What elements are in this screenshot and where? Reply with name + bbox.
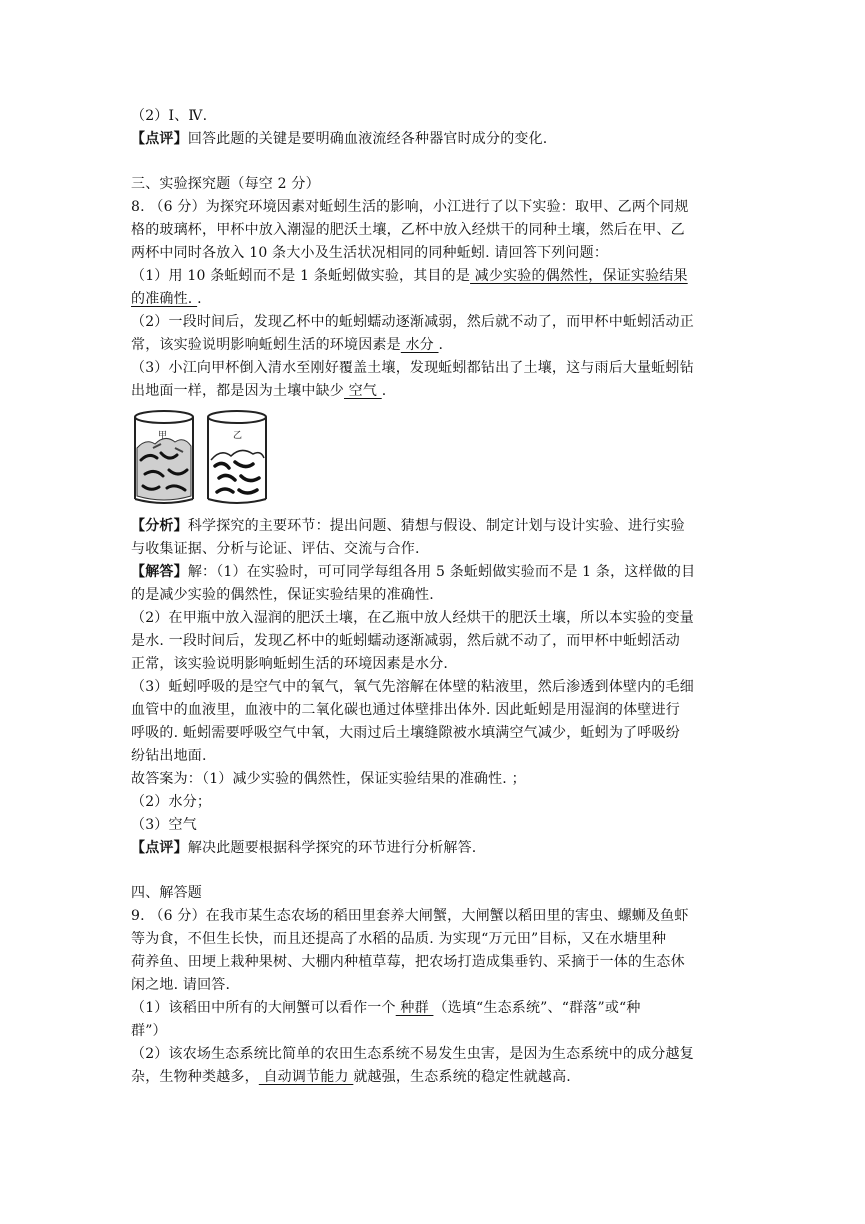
answer-blank: 自动调节能力 [258, 1069, 354, 1085]
cup-jia-label: 甲 [158, 431, 168, 441]
question-8-part-3: 出地面一样，都是因为土壤中缺少 空气 . [131, 383, 387, 399]
solution-line: 纷钻出地面. [131, 748, 207, 764]
answer-blank: 的准确性. [131, 291, 198, 307]
question-8-line: 两杯中同时各放入 10 条大小及生活状况相同的同种蚯蚓. 请回答下列问题： [131, 245, 609, 261]
text-line: （2）Ⅰ、Ⅳ. [131, 108, 208, 124]
question-9-line: 9. （6 分）在我市某生态农场的稻田里套养大闸蟹，大闸蟹以稻田里的害虫、螺蛳及鱼虾 [131, 908, 689, 924]
question-8-line: 8. （6 分）为探究环境因素对蚯蚓生活的影响，小江进行了以下实验：取甲、乙两个同规 [131, 199, 689, 215]
answer-blank: 减少实验的偶然性，保证实验结果 [470, 268, 688, 284]
analysis-line: 与收集证据、分析与论证、评估、交流与合作. [131, 541, 420, 557]
solution-line: 的是减少实验的偶然性，保证实验结果的准确性. [131, 587, 434, 603]
solution-line: 血管中的血液里，血液中的二氧化碳也通过体壁排出体外. 因此蚯蚓是用湿润的体壁进行 [131, 702, 680, 718]
question-8-part-1: （1）用 10 条蚯蚓而不是 1 条蚯蚓做实验，其目的是 减少实验的偶然性，保证实验结果 [131, 268, 688, 284]
question-8-part-2: 常，该实验说明影响蚯蚓生活的环境因素是 水分 . [131, 337, 444, 353]
question-9-line: 等为食，不但生长快，而且还提高了水稻的品质. 为实现“万元田”目标，又在水塘里种 [131, 931, 667, 947]
section-heading: 四、解答题 [131, 885, 202, 901]
solution-line: 正常，该实验说明影响蚯蚓生活的环境因素是水分. [131, 656, 449, 672]
section-heading: 三、实验探究题（每空 2 分） [131, 176, 320, 192]
solution-line: 【解答】解：（1）在实验时，可可同学每组各用 5 条蚯蚓做实验而不是 1 条，这样做的目 [131, 564, 696, 580]
solution-line: （3）蚯蚓呼吸的是空气中的氧气，氧气先溶解在体壁的粘液里，然后渗透到体壁内的毛细 [131, 679, 694, 695]
question-9-line: 闲之地. 请回答. [131, 977, 231, 993]
solution-line: （2）在甲瓶中放入湿润的肥沃土壤，在乙瓶中放人经烘干的肥沃土壤，所以本实验的变量 [131, 610, 694, 626]
question-8-part-1: 的准确性. . [131, 291, 202, 307]
comment-line: 【点评】解决此题要根据科学探究的环节进行分析解答. [131, 840, 477, 856]
cup-yi-label: 乙 [233, 431, 243, 441]
question-9-line: 荷养鱼、田埂上栽种果树、大棚内种植草莓，把农场打造成集垂钓、采摘于一体的生态休 [131, 954, 685, 970]
answer-blank: 空气 [344, 383, 382, 399]
cup-jia [135, 411, 193, 503]
question-9-part-2: 杂，生物种类越多， 自动调节能力 就越强，生态系统的稳定性就越高. [131, 1069, 571, 1085]
comment-line: 【点评】回答此题的关键是要明确血液流经各种器官时成分的变化. [131, 131, 548, 147]
question-9-part-1: 群”） [131, 1023, 167, 1039]
earthworm-cups-figure [131, 408, 271, 506]
answer-summary-line: （2）水分； [131, 794, 212, 810]
answer-blank: 种群 [395, 1000, 434, 1016]
solution-line: 呼吸的. 蚯蚓需要呼吸空气中氧，大雨过后土壤缝隙被水填满空气减少，蚯蚓为了呼吸纷 [131, 725, 680, 741]
question-8-part-2: （2）一段时间后，发现乙杯中的蚯蚓蠕动逐渐减弱，然后就不动了，而甲杯中蚯蚓活动正 [131, 314, 694, 330]
analysis-line: 【分析】科学探究的主要环节：提出问题、猜想与假设、制定计划与设计实验、进行实验 [131, 518, 685, 534]
question-9-part-1: （1）该稻田中所有的大闸蟹可以看作一个 种群 （选填“生态系统”、“群落”或“种 [131, 1000, 641, 1016]
solution-line: 是水. 一段时间后，发现乙杯中的蚯蚓蠕动逐渐减弱，然后就不动了，而甲杯中蚯蚓活动 [131, 633, 680, 649]
question-9-part-2: （2）该农场生态系统比简单的农田生态系统不易发生虫害，是因为生态系统中的成分越复 [131, 1046, 694, 1062]
question-8-line: 格的玻璃杯，甲杯中放入潮湿的肥沃土壤，乙杯中放入经烘干的同种土壤，然后在甲、乙 [131, 222, 685, 238]
answer-summary-line: （3）空气 [131, 817, 197, 833]
question-8-part-3: （3）小江向甲杯倒入清水至刚好覆盖土壤，发现蚯蚓都钻出了土壤，这与雨后大量蚯蚓钻 [131, 360, 694, 376]
cup-yi [208, 411, 266, 503]
answer-summary-line: 故答案为：（1）减少实验的偶然性，保证实验结果的准确性. ； [131, 771, 526, 787]
answer-blank: 水分 [400, 337, 439, 353]
